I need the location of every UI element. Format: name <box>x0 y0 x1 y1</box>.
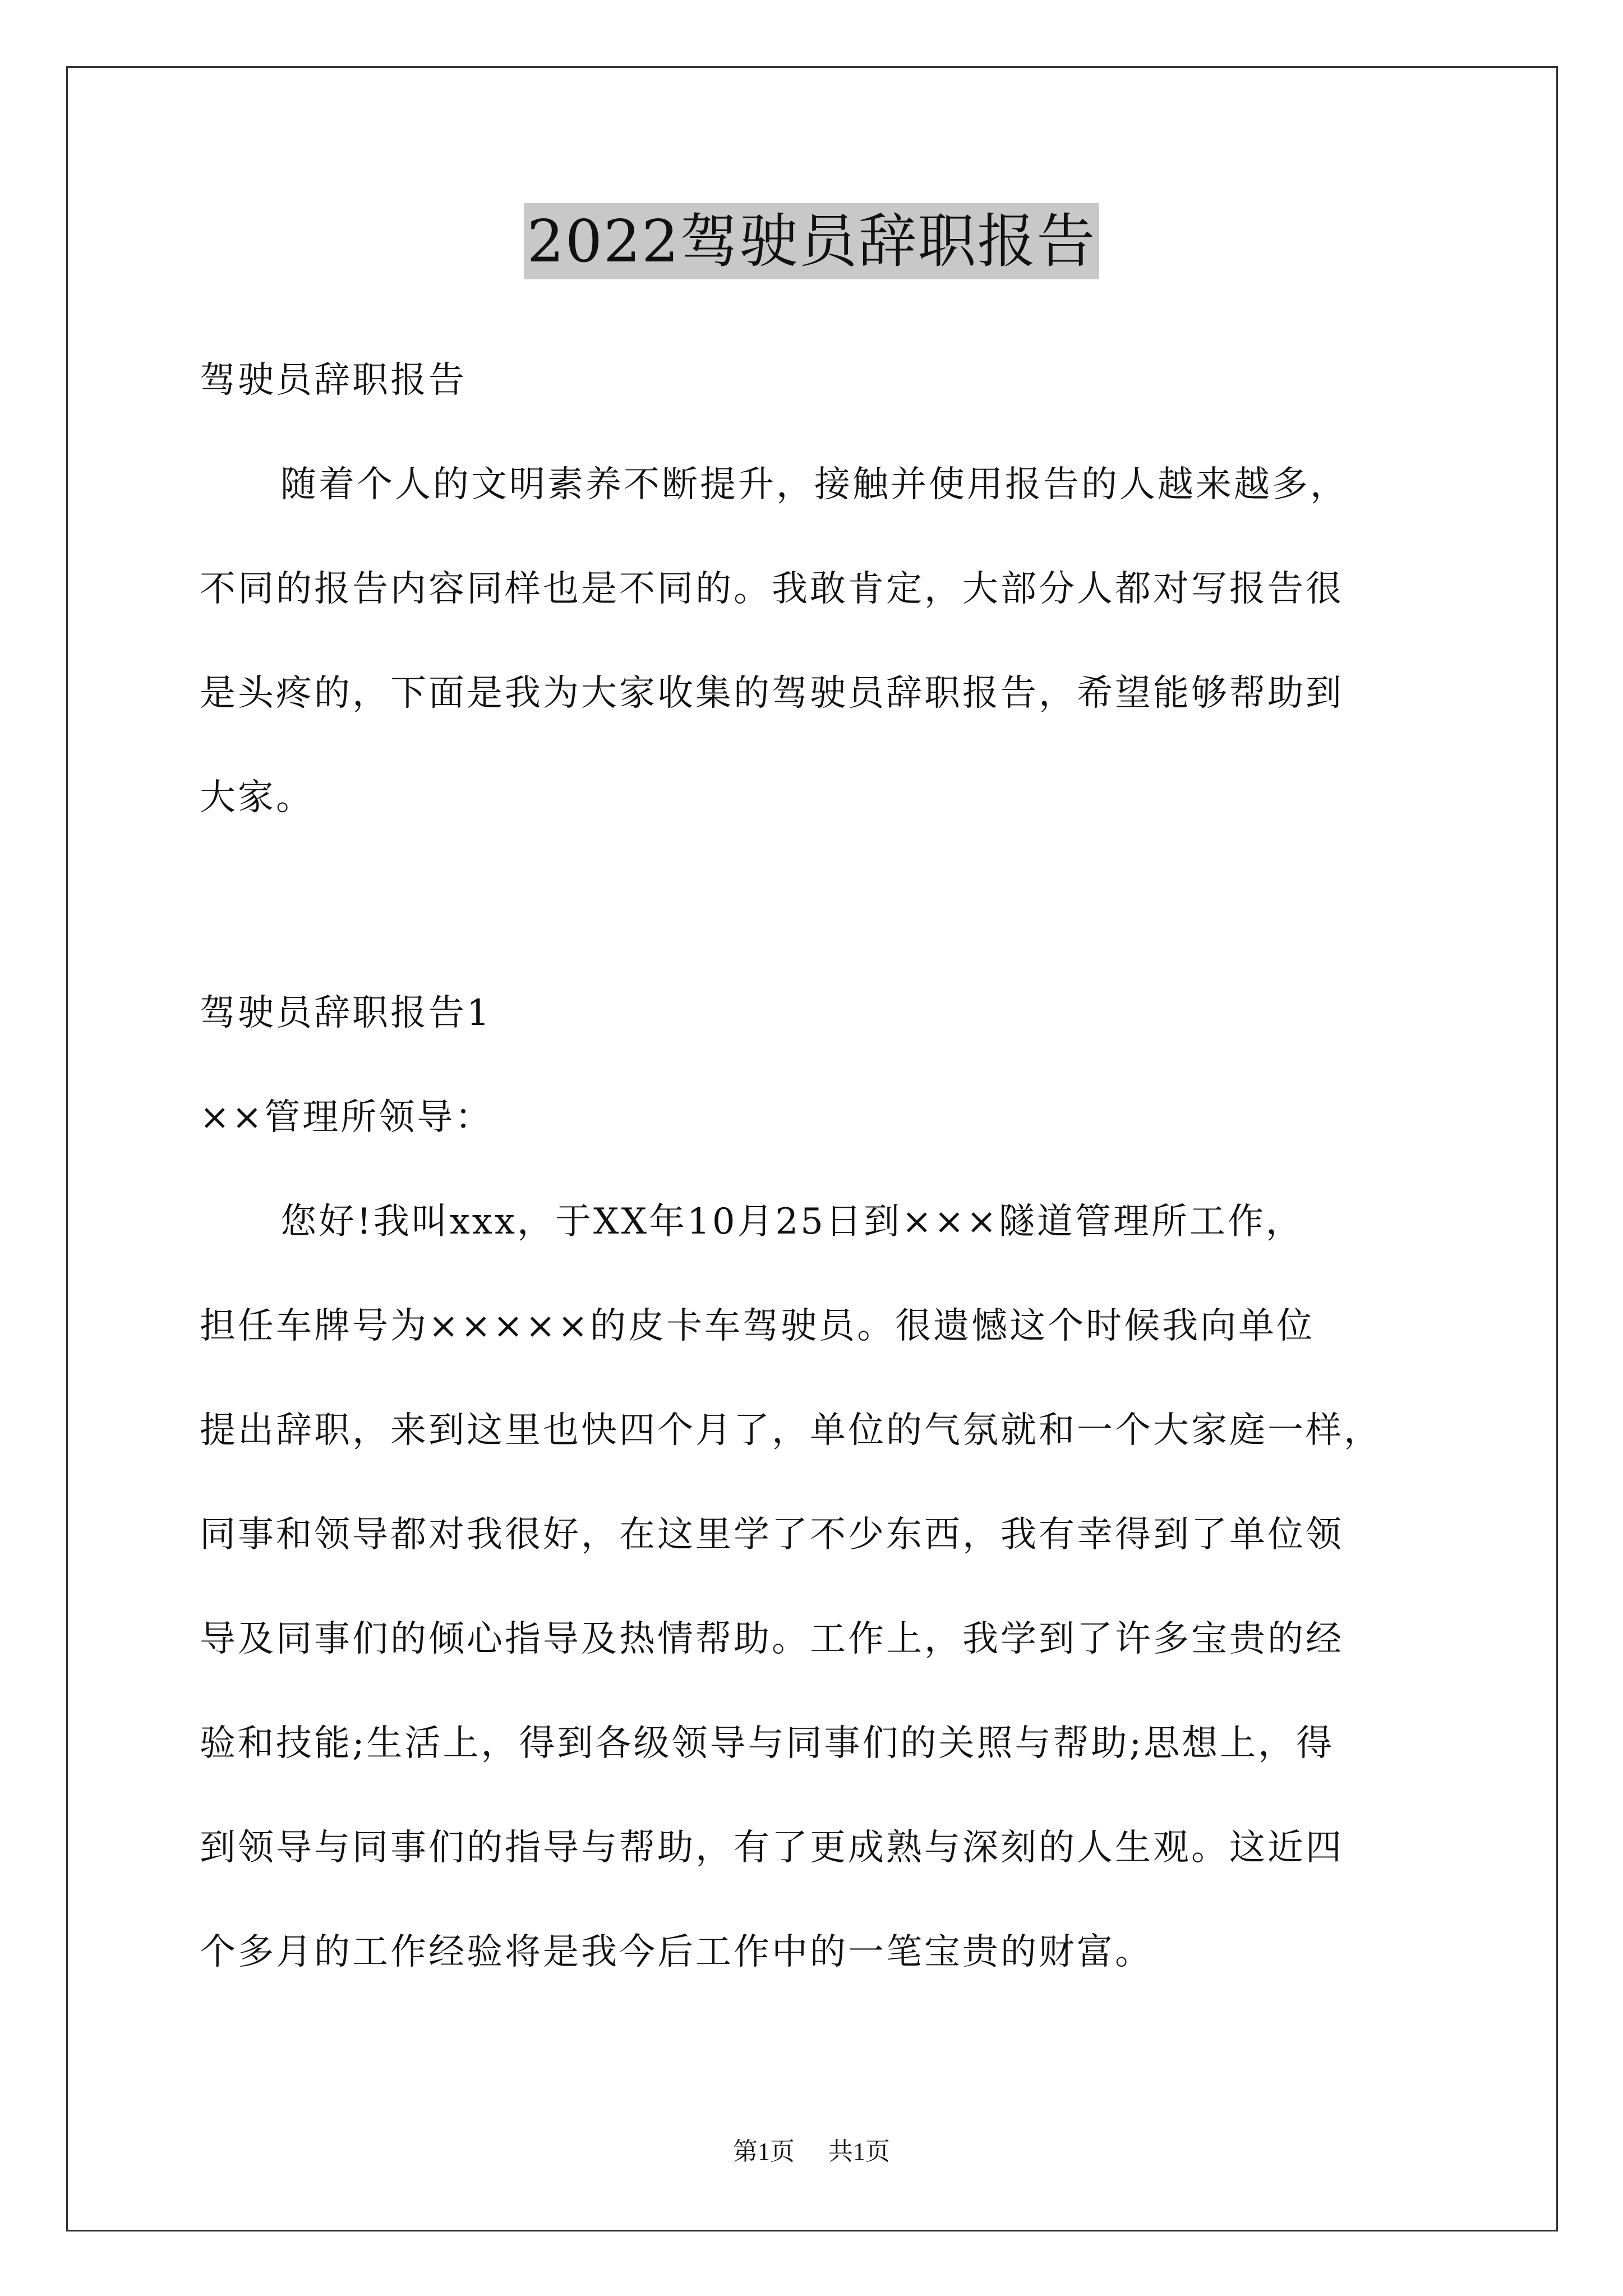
page-number: 第1页 <box>733 2138 795 2165</box>
paragraph-line: 您好!我叫xxx，于XX年10月25日到×××隧道管理所工作， <box>280 1201 1304 1243</box>
document-title: 2022驾驶员辞职报告 <box>524 203 1100 279</box>
intro-heading: 驾驶员辞职报告 <box>200 360 467 401</box>
paragraph-line: 是头疼的，下面是我为大家收集的驾驶员辞职报告，希望能够帮助到 <box>200 673 1344 714</box>
paragraph-line: 同事和领导都对我很好，在这里学了不少东西，我有幸得到了单位领 <box>200 1514 1344 1556</box>
paragraph-line: 不同的报告内容同样也是不同的。我敢肯定，大部分人都对写报告很 <box>200 568 1344 610</box>
paragraph-line: 到领导与同事们的指导与帮助，有了更成熟与深刻的人生观。这近四 <box>200 1827 1344 1869</box>
paragraph-line: 个多月的工作经验将是我今后工作中的一笔宝贵的财富。 <box>200 1931 1153 1973</box>
paragraph-line: 随着个人的文明素养不断提升，接触并使用报告的人越来越多， <box>280 464 1348 505</box>
title-container <box>0 203 1623 279</box>
salutation: ××管理所领导： <box>200 1097 494 1138</box>
paragraph-line: 大家。 <box>200 777 314 818</box>
paragraph-line: 提出辞职，来到这里也快四个月了，单位的气氛就和一个大家庭一样， <box>200 1410 1382 1451</box>
page-total: 共1页 <box>828 2138 890 2165</box>
paragraph-line: 导及同事们的倾心指导及热情帮助。工作上，我学到了许多宝贵的经 <box>200 1618 1344 1660</box>
page-footer <box>0 2136 1623 2168</box>
paragraph-line: 验和技能;生活上，得到各级领导与同事们的关照与帮助;思想上，得 <box>200 1723 1335 1764</box>
paragraph-line: 担任车牌号为×××××的皮卡车驾驶员。很遗憾这个时候我向单位 <box>200 1305 1315 1347</box>
section-heading: 驾驶员辞职报告1 <box>200 992 492 1034</box>
